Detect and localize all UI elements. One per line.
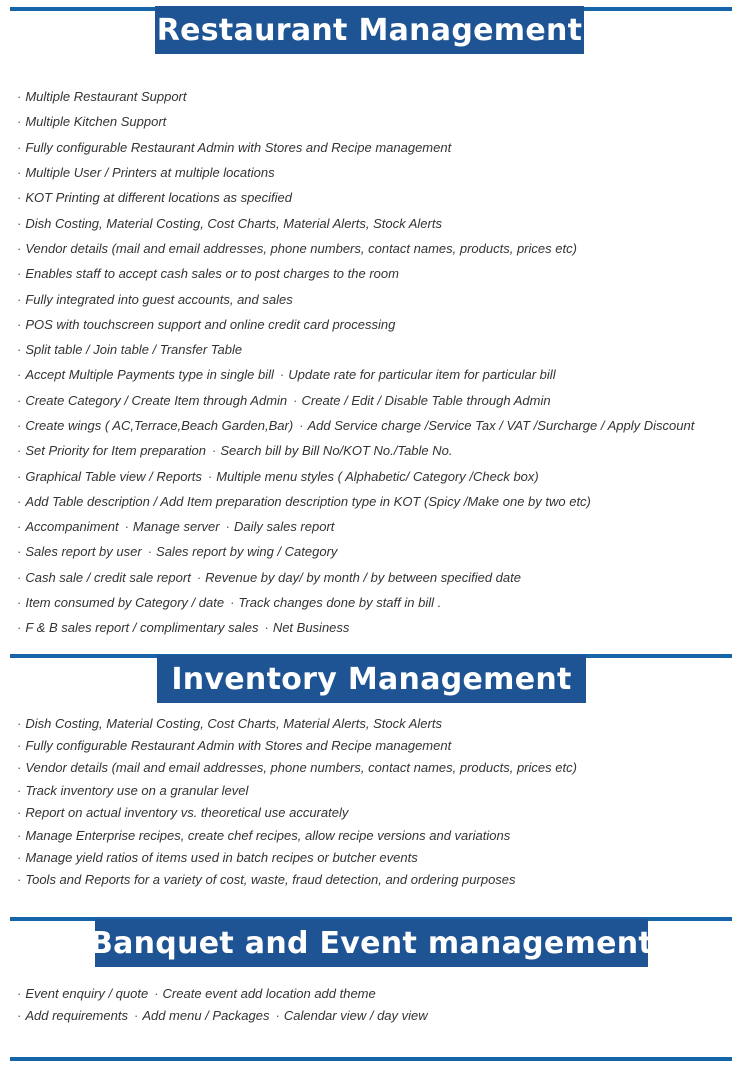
bullet-dot-icon: ·	[17, 620, 22, 636]
bullet-dot-icon: ·	[293, 392, 298, 408]
feature-text: F & B sales report / complimentary sales	[25, 620, 259, 636]
bullet-dot-icon: ·	[17, 760, 22, 776]
bullet-dot-icon: ·	[17, 291, 22, 307]
bullet-dot-icon: ·	[17, 240, 22, 256]
feature-text: Net Business	[272, 620, 350, 636]
feature-text: Add Service charge /Service Tax / VAT /Surcharge / Apply Discount	[307, 418, 695, 433]
feature-text: Cash sale / credit sale report	[25, 569, 191, 585]
feature-text: Add menu / Packages	[142, 1007, 270, 1023]
feature-text: Multiple Restaurant Support	[25, 89, 187, 105]
feature-text: Event enquiry / quote	[25, 985, 149, 1001]
feature-item	[17, 615, 700, 640]
feature-text: Add requirements	[25, 1007, 128, 1023]
feature-text: Manage server	[132, 519, 220, 535]
feature-item	[17, 337, 700, 362]
bullet-dot-icon: ·	[17, 266, 22, 282]
feature-item	[17, 210, 700, 235]
feature-text: Sales report by wing / Category	[156, 544, 338, 560]
restaurant-feature-list	[17, 84, 700, 641]
bullet-dot-icon: ·	[17, 519, 22, 535]
feature-item	[17, 734, 583, 756]
feature-text: Create / Edit / Disable Table through Admin	[301, 392, 551, 408]
bullet-dot-icon: ·	[133, 1007, 139, 1023]
inventory-section-title: Inventory Management	[157, 655, 586, 703]
bullet-dot-icon: ·	[17, 89, 22, 105]
feature-item	[17, 185, 700, 210]
feature-text: Tools and Reports for a variety of cost, waste, fraud detection, and ordering purposes	[25, 872, 516, 888]
bullet-dot-icon: ·	[124, 519, 129, 535]
feature-text: Fully configurable Restaurant Admin with Stores and Recipe management	[25, 738, 452, 754]
bullet-dot-icon: ·	[264, 620, 269, 636]
feature-text: Graphical Table view / Reports	[25, 468, 202, 484]
feature-item	[17, 286, 700, 311]
feature-text: Accompaniment	[25, 519, 119, 535]
feature-text: Revenue by day/ by month / by between specified date	[205, 569, 521, 585]
feature-text: Accept Multiple Payments type in single bill	[25, 367, 274, 383]
bottom-rule	[10, 1057, 732, 1061]
bullet-dot-icon: ·	[275, 1007, 280, 1023]
bullet-dot-icon: ·	[17, 493, 22, 509]
restaurant-section-title: Restaurant Management	[155, 6, 584, 54]
feature-text: Fully integrated into guest accounts, and sales	[25, 291, 293, 307]
bullet-dot-icon: ·	[17, 367, 22, 383]
feature-text: Track changes done by staff in bill .	[238, 595, 442, 611]
feature-text: Search bill by Bill No/KOT No./Table No.	[220, 443, 453, 459]
feature-text: Dish Costing, Material Costing, Cost Charts, Material Alerts, Stock Alerts	[25, 715, 442, 731]
feature-item	[17, 413, 700, 438]
bullet-dot-icon: ·	[17, 316, 22, 332]
feature-text: Multiple User / Printers at multiple locations	[25, 165, 275, 181]
bullet-dot-icon: ·	[17, 114, 22, 130]
feature-item	[17, 539, 700, 564]
bullet-dot-icon: ·	[211, 443, 217, 459]
inventory-feature-list	[17, 712, 583, 891]
feature-text: Split table / Join table / Transfer Table	[25, 342, 243, 358]
feature-text: KOT Printing at different locations as specified	[25, 190, 292, 206]
feature-item	[17, 779, 583, 801]
feature-text: Create event add location add theme	[162, 985, 376, 1001]
bullet-dot-icon: ·	[17, 544, 22, 560]
bullet-dot-icon: ·	[17, 165, 22, 181]
feature-text: Fully configurable Restaurant Admin with Stores and Recipe management	[25, 139, 452, 155]
bullet-dot-icon: ·	[17, 190, 22, 206]
bullet-dot-icon: ·	[147, 544, 153, 560]
bullet-dot-icon: ·	[17, 569, 22, 585]
banquet-section-title: Banquet and Event management	[95, 919, 648, 967]
feature-text: Create Category / Create Item through Admin	[25, 392, 288, 408]
feature-item	[17, 1004, 434, 1026]
feature-text: Dish Costing, Material Costing, Cost Charts, Material Alerts, Stock Alerts	[25, 215, 442, 231]
bullet-dot-icon: ·	[17, 985, 22, 1001]
feature-item	[17, 160, 700, 185]
bullet-dot-icon: ·	[17, 850, 22, 866]
bullet-dot-icon: ·	[154, 985, 159, 1001]
feature-text: Multiple Kitchen Support	[25, 114, 167, 130]
bullet-dot-icon: ·	[196, 569, 202, 585]
feature-item	[17, 869, 583, 891]
banquet-feature-list	[17, 982, 434, 1026]
feature-text: Report on actual inventory vs. theoretical use accurately	[25, 805, 349, 821]
feature-item	[17, 236, 700, 261]
feature-text: Enables staff to accept cash sales or to post charges to the room	[25, 266, 399, 282]
feature-text: Track inventory use on a granular level	[25, 782, 249, 798]
feature-text: Add Table description / Add Item preparation description type in KOT (Spicy /Make one by two etc)	[25, 493, 591, 509]
bullet-dot-icon: ·	[279, 367, 285, 383]
feature-item	[17, 757, 583, 779]
bullet-dot-icon: ·	[17, 139, 22, 155]
bullet-dot-icon: ·	[17, 738, 22, 754]
bullet-dot-icon: ·	[207, 468, 213, 484]
bullet-dot-icon: ·	[17, 443, 22, 459]
bullet-dot-icon: ·	[299, 418, 304, 433]
feature-text: POS with touchscreen support and online credit card processing	[25, 316, 396, 332]
feature-item	[17, 312, 700, 337]
feature-item	[17, 802, 583, 824]
bullet-dot-icon: ·	[17, 392, 22, 408]
feature-item	[17, 565, 700, 590]
feature-text: Set Priority for Item preparation	[25, 443, 206, 459]
feature-item	[17, 463, 700, 488]
bullet-dot-icon: ·	[17, 805, 22, 821]
feature-item	[17, 590, 700, 615]
bullet-dot-icon: ·	[17, 595, 22, 611]
feature-text: Create wings ( AC,Terrace,Beach Garden,Bar)	[25, 418, 294, 433]
feature-text: Manage Enterprise recipes, create chef recipes, allow recipe versions and variations	[25, 827, 511, 843]
feature-text: Update rate for particular item for particular bill	[288, 367, 556, 383]
feature-item	[17, 362, 700, 387]
bullet-dot-icon: ·	[17, 1007, 22, 1023]
bullet-dot-icon: ·	[17, 215, 22, 231]
feature-item	[17, 712, 583, 734]
feature-item	[17, 514, 700, 539]
feature-text: Sales report by user	[25, 544, 142, 560]
feature-text: Vendor details (mail and email addresses, phone numbers, contact names, products, prices etc)	[25, 240, 577, 256]
feature-text: Calendar view / day view	[283, 1007, 428, 1023]
bullet-dot-icon: ·	[17, 782, 22, 798]
bullet-dot-icon: ·	[225, 519, 230, 535]
feature-item	[17, 84, 700, 109]
feature-item	[17, 109, 700, 134]
feature-text: Multiple menu styles ( Alphabetic/ Category /Check box)	[216, 468, 539, 484]
bullet-dot-icon: ·	[17, 827, 22, 843]
feature-text: Vendor details (mail and email addresses, phone numbers, contact names, products, prices etc)	[25, 760, 577, 776]
feature-item	[17, 846, 583, 868]
feature-item	[17, 438, 700, 463]
feature-text: Item consumed by Category / date	[25, 595, 225, 611]
bullet-dot-icon: ·	[17, 715, 22, 731]
feature-item	[17, 824, 583, 846]
feature-item	[17, 261, 700, 286]
bullet-dot-icon: ·	[230, 595, 235, 611]
bullet-dot-icon: ·	[17, 342, 22, 358]
feature-text: Daily sales report	[233, 519, 335, 535]
bullet-dot-icon: ·	[17, 468, 22, 484]
feature-item	[17, 388, 700, 413]
feature-item	[17, 489, 700, 514]
feature-item	[17, 135, 700, 160]
feature-text: Manage yield ratios of items used in batch recipes or butcher events	[25, 850, 418, 866]
bullet-dot-icon: ·	[17, 872, 22, 888]
bullet-dot-icon: ·	[17, 418, 22, 433]
feature-item	[17, 982, 434, 1004]
